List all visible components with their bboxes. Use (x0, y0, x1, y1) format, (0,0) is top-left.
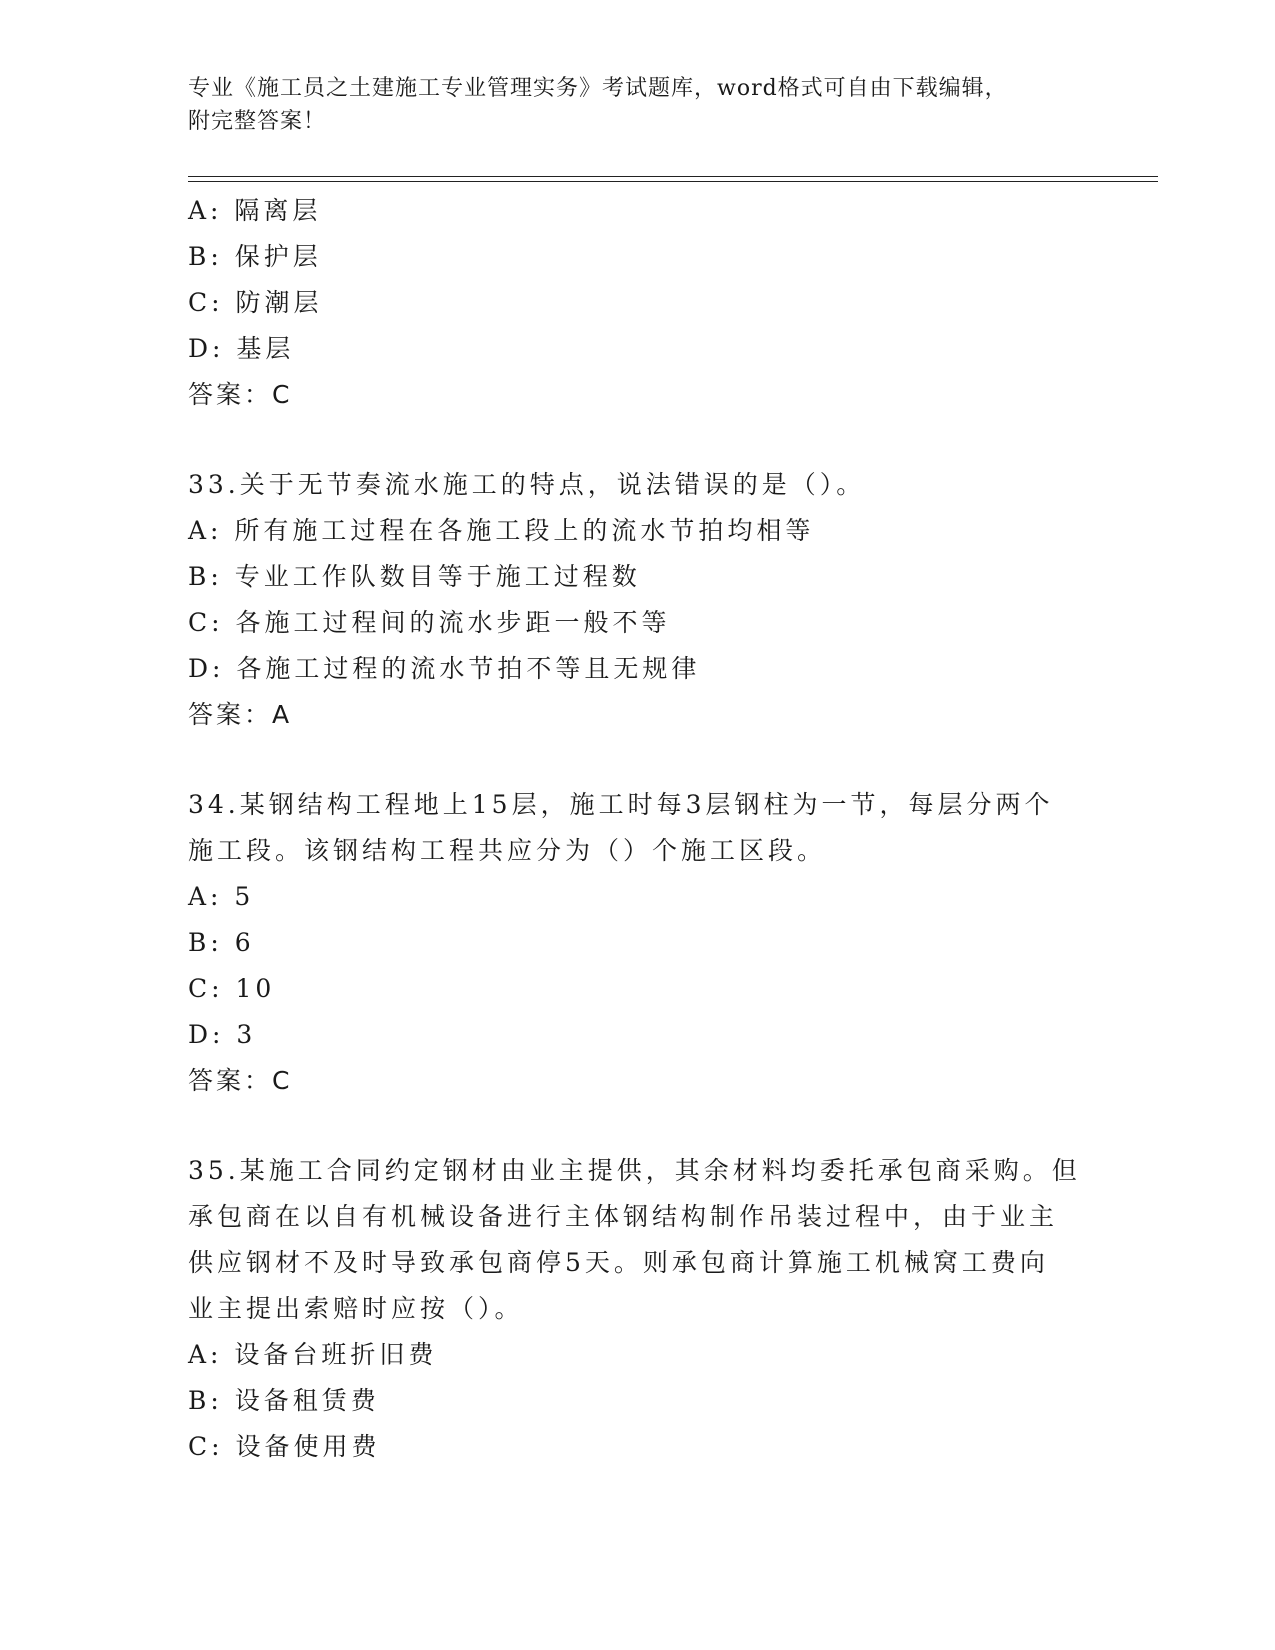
question-text-line-1: 35.某施工合同约定钢材由业主提供，其余材料均委托承包商采购。但 (188, 1156, 1081, 1185)
question-text: 33.关于无节奏流水施工的特点，说法错误的是（）。 (188, 470, 866, 499)
answer-line: 答案：C (188, 380, 293, 409)
option-a: A: 所有施工过程在各施工段上的流水节拍均相等 (188, 516, 815, 545)
document-header (188, 72, 1088, 138)
question-text-line-4: 业主提出索赔时应按（）。 (188, 1294, 524, 1323)
question-33-block (188, 462, 1088, 738)
header-divider-bottom (188, 181, 1158, 182)
spacer (188, 1104, 1088, 1148)
option-b: B: 保护层 (188, 242, 322, 271)
question-text-line-3: 供应钢材不及时导致承包商停5天。则承包商计算施工机械窝工费向 (188, 1248, 1049, 1277)
option-d: D: 3 (188, 1020, 257, 1049)
header-line-2: 附完整答案！ (188, 109, 327, 134)
option-c: C: 10 (188, 974, 276, 1003)
question-35-block (188, 1148, 1088, 1470)
spacer (188, 738, 1088, 782)
option-a: A: 设备台班折旧费 (188, 1340, 438, 1369)
spacer (188, 418, 1088, 462)
header-line-1: 专业《施工员之土建施工专业管理实务》考试题库，word格式可自由下载编辑， (188, 76, 1008, 101)
question-text-line-1: 34.某钢结构工程地上15层，施工时每3层钢柱为一节，每层分两个 (188, 790, 1054, 819)
answer-line: 答案：C (188, 1066, 293, 1095)
option-b: B: 6 (188, 928, 255, 957)
option-b: B: 设备租赁费 (188, 1386, 380, 1415)
question-text-line-2: 施工段。该钢结构工程共应分为（）个施工区段。 (188, 836, 827, 865)
option-d: D: 基层 (188, 334, 295, 363)
option-a: A: 隔离层 (188, 196, 322, 225)
question-list (188, 188, 1088, 1470)
option-c: C: 防潮层 (188, 288, 323, 317)
option-d: D: 各施工过程的流水节拍不等且无规律 (188, 654, 701, 683)
option-b: B: 专业工作队数目等于施工过程数 (188, 562, 641, 591)
question-32-block (188, 188, 1088, 418)
option-c: C: 各施工过程间的流水步距一般不等 (188, 608, 671, 637)
header-divider-top (188, 176, 1158, 177)
option-a: A: 5 (188, 882, 255, 911)
option-c: C: 设备使用费 (188, 1432, 381, 1461)
answer-line: 答案：A (188, 700, 293, 729)
question-text-line-2: 承包商在以自有机械设备进行主体钢结构制作吊装过程中，由于业主 (188, 1202, 1059, 1231)
question-34-block (188, 782, 1088, 1104)
